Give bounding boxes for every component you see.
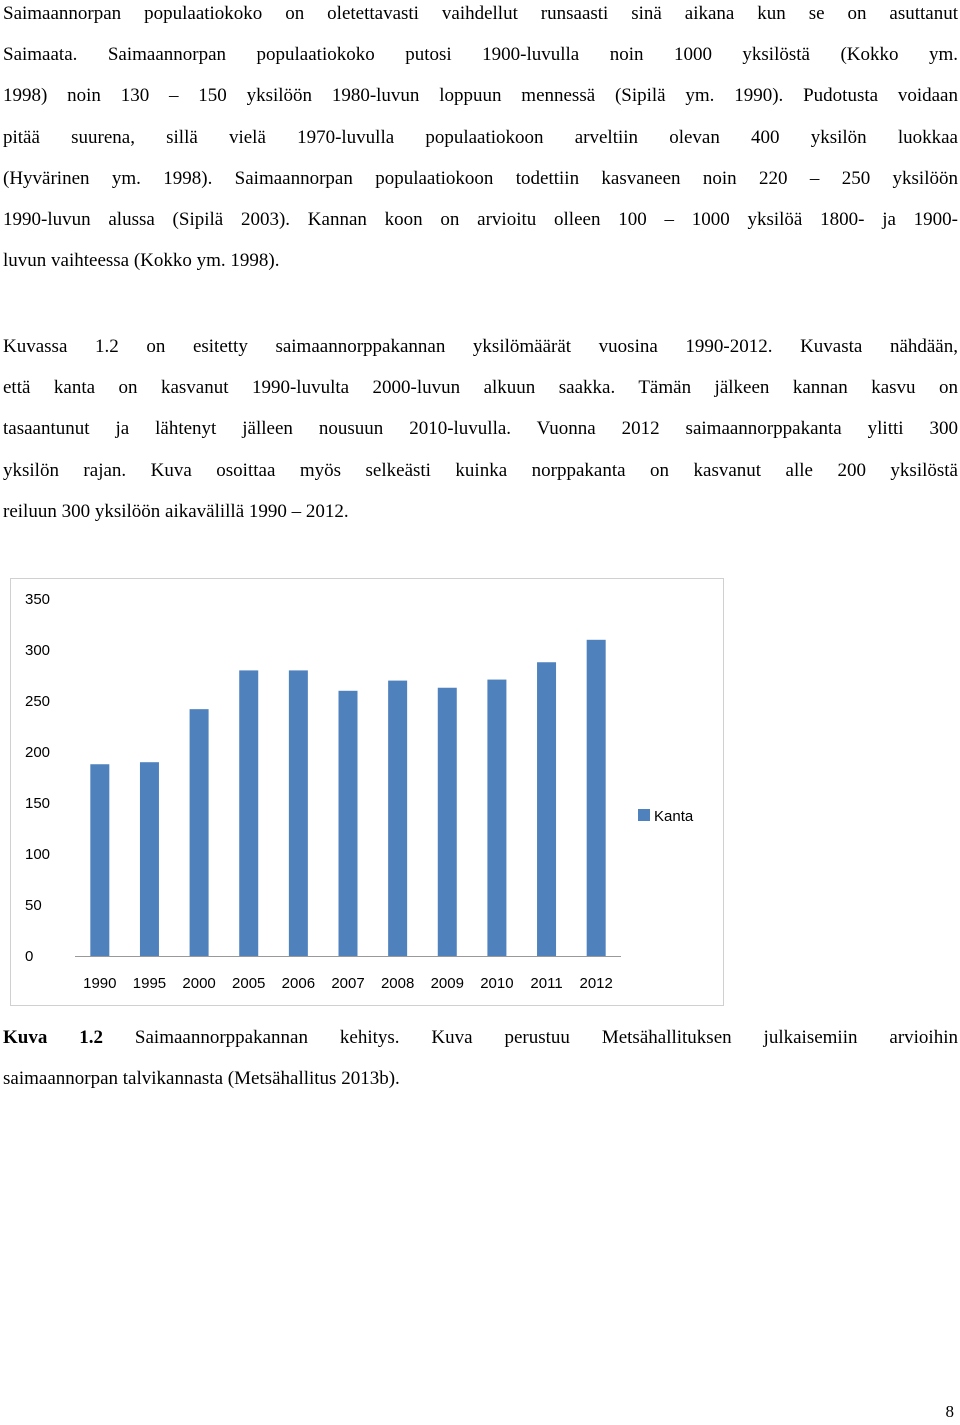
bar [140,762,159,956]
x-tick-label: 2012 [579,975,613,992]
x-tick-label: 2009 [430,975,464,992]
y-tick-label: 300 [25,642,51,659]
bar [190,709,209,956]
bar [339,691,358,956]
x-tick-label: 2008 [380,975,415,992]
y-tick-label: 0 [25,948,34,965]
text-line: Kuvassa 1.2 on esitetty saimaannorppakannan yksilömäärät vuosina 1990-2012. Kuvasta nähdään, [3,336,958,357]
text-line: 1998) noin 130 – 150 yksilöön 1980-luvun loppuun mennessä (Sipilä ym. 1990). Pudotusta voidaan [3,85,958,107]
text-line: pitää suurena, sillä vielä 1970-luvulla populaatiokoon arveltiin olevan 400 yksilön luokkaa [3,126,958,148]
x-tick-label: 1990 [83,975,117,992]
chart-canvas [11,579,723,1005]
x-tick-label: 1995 [132,975,167,992]
page-number: 8 [945,1402,954,1421]
y-tick-label: 350 [25,591,51,608]
x-tick-label: 2005 [232,975,266,992]
bar [90,764,109,956]
bar [438,688,457,956]
population-bar-chart [10,578,724,1006]
text-line: että kanta on kasvanut 1990-luvulta 2000-luvun alkuun saakka. Tämän jälkeen kannan kasvu on [3,377,958,399]
legend-swatch [638,809,650,821]
text-line: 1990-luvun alussa (Sipilä 2003). Kannan koon on arvioitu olleen 100 – 1000 yksilöä 1800- ja 1900- [3,209,958,231]
text-line: Saimaannorpan populaatiokoko on oletettavasti vaihdellut runsaasti sinä aikana kun se on asuttanut [3,3,958,24]
caption-text-line2: saimaannorpan talvikannasta (Metsähallitus 2013b). [3,1068,400,1090]
figure-caption [3,1017,958,1099]
text-line: tasaantunut ja lähtenyt jälleen nousuun 2010-luvulla. Vuonna 2012 saimaannorppakanta ylitti 300 [3,418,958,440]
y-tick-label: 150 [25,795,51,812]
x-tick-label: 2007 [331,975,365,992]
legend-label: Kanta [654,808,694,825]
x-tick-label: 2010 [480,975,514,992]
text-line: reiluun 300 yksilöön aikavälillä 1990 – 2012. [3,500,349,522]
bar [239,670,258,956]
text-line: (Hyvärinen ym. 1998). Saimaannorpan populaatiokoon todettiin kasvaneen noin 220 – 250 yksilöön [3,167,958,189]
x-tick-label: 2000 [182,975,216,992]
caption-text: Saimaannorppakannan kehitys. Kuva perustuu Metsähallituksen julkaisemiin arvioihin [103,1027,958,1048]
bar [388,681,407,956]
x-tick-label: 2011 [530,975,563,992]
y-tick-label: 200 [25,744,51,761]
paragraph-figure-description [3,326,958,532]
text-line: yksilön rajan. Kuva osoittaa myös selkeästi kuinka norppakanta on kasvanut alle 200 yksilöstä [3,459,958,481]
y-tick-label: 100 [25,846,51,863]
y-tick-label: 250 [25,693,51,710]
paragraph-population-history [3,0,958,281]
caption-label: Kuva 1.2 [3,1027,104,1048]
bar [487,680,506,956]
x-tick-label: 2006 [281,975,316,992]
bar [289,670,308,956]
y-tick-label: 50 [25,897,42,914]
bar [537,662,556,956]
text-line: luvun vaihteessa (Kokko ym. 1998). [3,250,280,272]
text-line: Saimaata. Saimaannorpan populaatiokoko putosi 1900-luvulla noin 1000 yksilöstä (Kokko ym. [3,44,958,66]
bar [587,640,606,956]
